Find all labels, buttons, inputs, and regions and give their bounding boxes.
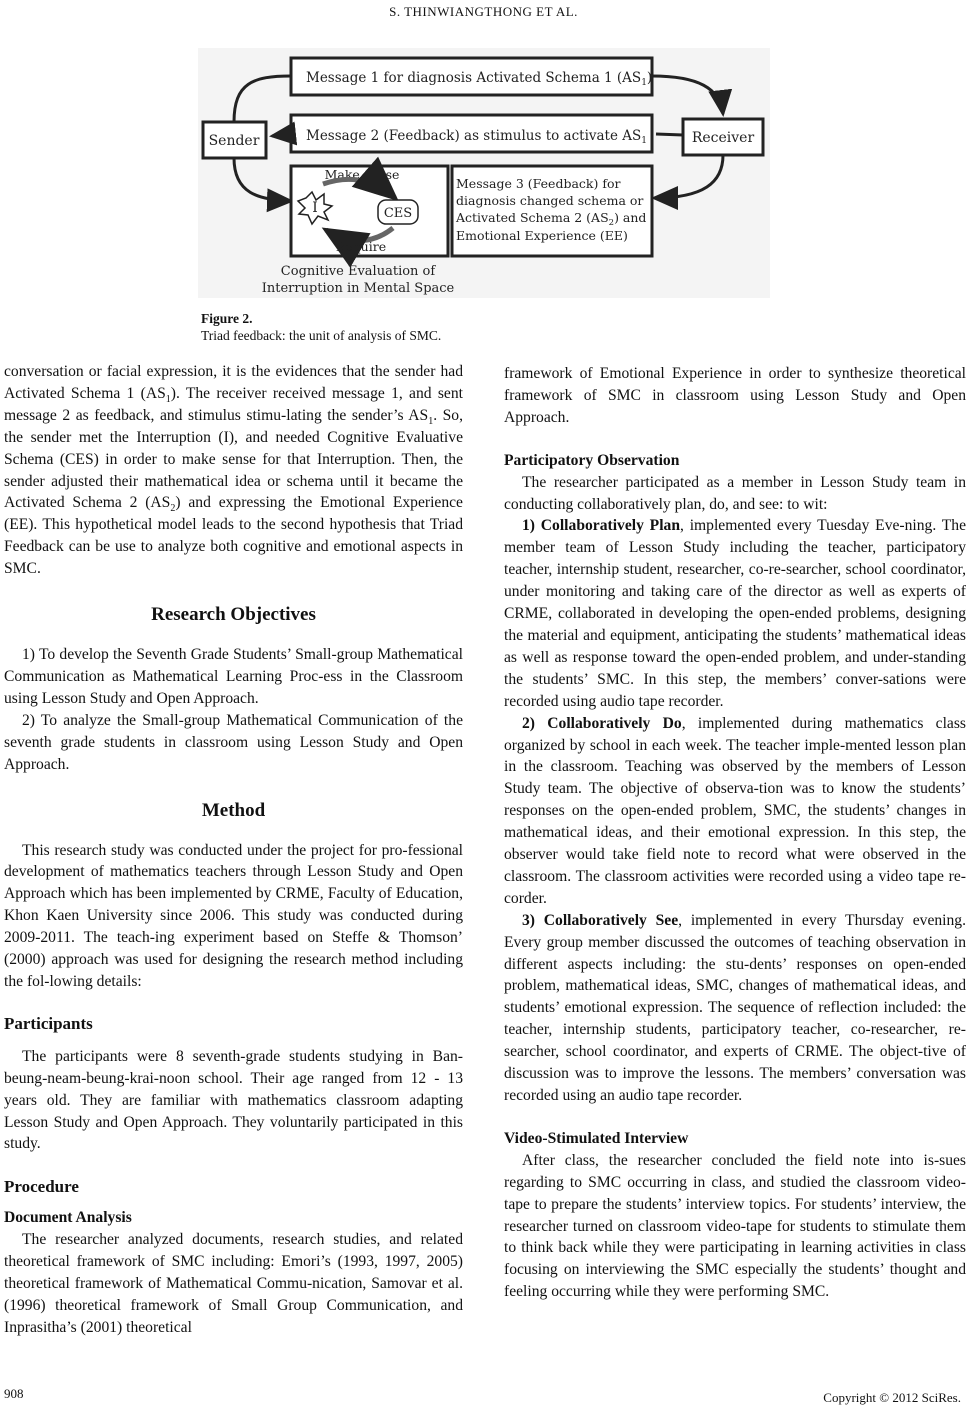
right-column [504, 363, 966, 1303]
document-analysis-heading: Document Analysis [4, 1209, 132, 1227]
participants-heading: Participants [4, 1013, 93, 1033]
caption-text: Triad feedback: the unit of analysis of SMC. [201, 328, 442, 343]
arrow-msg2-to-sender [272, 134, 291, 136]
continuation-paragraph: framework of Emotional Experience in order to synthesize theoretical framework of SMC in classroom using Lesson Study and Open Approach. [504, 365, 966, 426]
caption-label: Figure 2. [201, 311, 253, 326]
do-paragraph: 2) Collaboratively Do, implemented during mathematics class organized by school in each week. The teacher imple-mented lesson plan in the classroom. Teaching was observed by the members of Lesson Study team. The objective of observa-tion was to know the students’ responses on the open-ended problem, SMC, the students’ changes in mathematical ideas, and their emotional expression. In this step, the observer would take field note to record what were observed in the classroom. The classroom activities were recorded using a video tape re-corder. [504, 714, 966, 907]
svg-text:Message 2 (Feedback) as stimul: Message 2 (Feedback) as stimulus to activate $AS_1$ [306, 128, 647, 146]
receiver-box [683, 119, 763, 155]
sender-box [203, 122, 266, 158]
participatory-observation-heading: Participatory Observation [504, 451, 680, 469]
svg-text:I: I [312, 200, 318, 216]
objective-1: 1) To develop the Seventh Grade Students’ Small-group Mathematical Communication as Mathematical Learning Proc-ess in the Classroom using Lesson Study and Open Approach. [4, 646, 463, 707]
svg-text:Make sense: Make sense [324, 167, 400, 182]
message-3-box [452, 166, 652, 256]
svg-text:Require: Require [335, 239, 387, 254]
svg-text:diagnosis changed schema or: diagnosis changed schema or [456, 193, 644, 208]
see-paragraph: 3) Collaboratively See, implemented in every Thursday evening. Every group member discussed the outcomes of teaching observation in different aspects including: the stu-dents’ responses on open-ended problem, mathematical ideas, SMC, changes of mathematical ideas, and students’ emotional expression. The sequence of reflection included: the teacher, internship students, participatory teacher, co-researcher, re-searcher, school coordinator, and experts of CRME. The object-tive of discussion was to improve the lessons. The members’ conversation was recorded using an audio tape recorder. [504, 911, 966, 1104]
svg-text:Activated Schema 2 (AS2) and: Activated Schema 2 $(AS_2)$ and [456, 210, 647, 228]
svg-text:Sender: Sender [208, 133, 260, 149]
method-paragraph: This research study was conducted under the project for pro-fessional development of mathematics teachers through Lesson Study and Open Approach which has been implemented by CRME, Faculty of Education, Khon Kaen University since 2006. This study was conducted during 2009-2011. The teach-ing experiment based on Steffe & Thomson’ (2000) approach was used for designing the research method including the fol-lowing details: [4, 841, 463, 990]
page-number: 908 [4, 1386, 24, 1401]
svg-text:CES: CES [383, 206, 413, 221]
mental-space-box [291, 166, 448, 256]
research-objectives-heading: Research Objectives [151, 604, 316, 626]
running-head: S. THINWIANGTHONG ET AL. [389, 4, 578, 19]
document-analysis-paragraph: The researcher analyzed documents, research studies, and related theoretical framework of SMC including: Emori’s (1993, 1997, 2005) theoretical framework of Mathematical Commu-nication, Samovar et al. (1996) theoretical framework of Small Group Communication, and Inprasitha’s (2001) theoretical [4, 1231, 463, 1336]
svg-text:Receiver: Receiver [691, 130, 755, 146]
message-2-box [291, 115, 652, 152]
procedure-heading: Procedure [4, 1177, 79, 1197]
objective-2: 2) To analyze the Small-group Mathematical Communication of the seventh grade students in classroom using Lesson Study and Open Approach. [4, 711, 463, 773]
intro-paragraph: conversation or facial expression, it is the evidences that the sender had Activated Schema 1 $(AS_1)$. The receiver received message 1, and sent message 2 as feedback, and stimulus stimu-lating the sender’s $AS_1$. So, the sender met the Interruption (I), and needed Cognitive Evaluative Schema (CES) in order to make sense for that Interruption. Then, the sender adjusted their mathematical idea or schema until it became the Activated Schema 2 $(AS_2)$ and expressing the Emotional Experience (EE). This hypothetical model leads to the second hypothesis that Triad Feedback can be use to analyze both cognitive and emotional aspects in SMC. [4, 363, 463, 578]
method-heading: Method [201, 799, 266, 821]
figure-caption [201, 310, 441, 344]
cognitive-evaluation-label: Cognitive Evaluation of [280, 264, 436, 279]
participatory-paragraph: The researcher participated as a member in Lesson Study team in conducting collaboratively plan, do, and see: to wit: [504, 473, 966, 513]
participants-paragraph: The participants were 8 seventh-grade students studying in Ban-beung-neam-beung-krai-noon school. Their age ranged from 12 - 13 years old. They are familiar with mathematics classroom adapting Lesson Study and Open Approach. They voluntarily participated in this study. [4, 1047, 463, 1153]
svg-text:Message 3 (Feedback) for: Message 3 (Feedback) for [456, 176, 621, 191]
arrow-receiver-to-msg2 [656, 134, 683, 135]
left-column [4, 361, 463, 1339]
copyright: Copyright © 2012 SciRes. [823, 1390, 961, 1405]
message-1-box [291, 58, 652, 95]
svg-text:Emotional Experience (EE): Emotional Experience (EE) [456, 228, 628, 243]
mental-space-label: Interruption in Mental Space [261, 281, 455, 296]
svg-text:Message 1 for diagnosis Activa: Message 1 for diagnosis Activated Schema 1 $(AS_1)$ [306, 70, 653, 88]
video-interview-paragraph: After class, the researcher concluded the field note into is-sues regarding to SMC occurring in class, and studied the classroom video-tape to prepare the students’ interview topics. For students’ interview, the researcher turned on classroom video-tape for students to stimulate them to think back while they were participating in learning activities in class focusing on interviewing the SMC especially the students’ thought and feeling occurring while they were performing SMC. [504, 1151, 966, 1301]
video-interview-heading: Video-Stimulated Interview [504, 1129, 689, 1147]
triad-feedback-diagram [198, 48, 770, 298]
plan-paragraph: 1) Collaboratively Plan, implemented every Tuesday Eve-ning. The member team of Lesson Study including the teacher, participatory teacher, internship student, researcher, co-re-searcher, school coordinator, under monitoring and taking care of the director as well as experts of CRME, collaborated in developing the open-ended problems, designing the material and equipment, anticipating the students’ mathematical ideas as well as response toward the open-ended problem, and under-standing the students’ SMC. In this step, the members’ conver-sations were recorded using audio tape recorder. [504, 517, 966, 710]
